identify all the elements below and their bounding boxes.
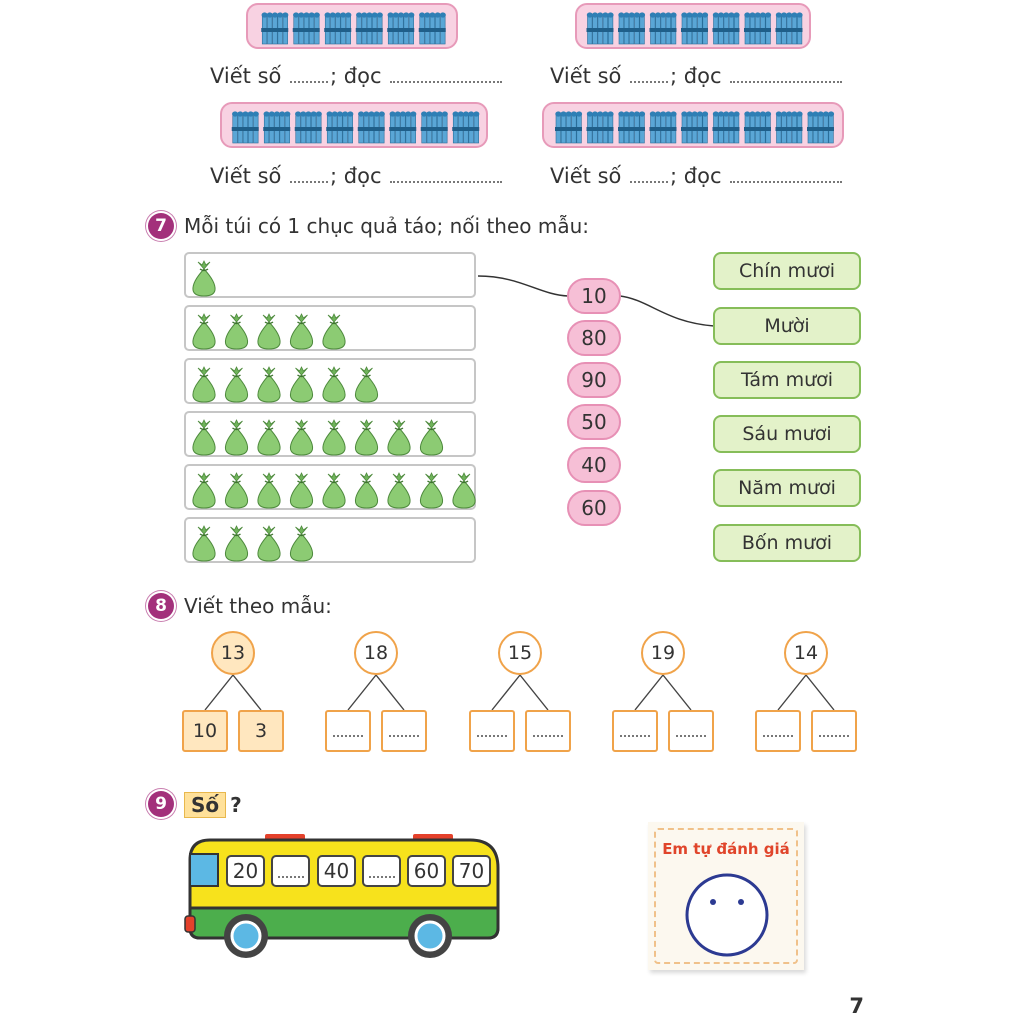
bus-wheel-front-hub: [232, 922, 260, 950]
number-oval-80[interactable]: 80: [567, 320, 621, 356]
read-label: ; đọc: [330, 164, 382, 188]
answer-blank[interactable]: [477, 733, 507, 737]
tree-branch-line: [492, 675, 520, 710]
evaluation-title: Em tự đánh giá: [662, 840, 790, 858]
answer-blank[interactable]: [278, 874, 304, 878]
bus-window-number: 70: [452, 855, 491, 887]
tree-tens-box[interactable]: [755, 710, 801, 752]
number-oval-10[interactable]: 10: [567, 278, 621, 314]
tree-branch-line: [635, 675, 663, 710]
tree-tens-box[interactable]: [469, 710, 515, 752]
number-word-box[interactable]: Sáu mươi: [713, 415, 861, 453]
number-oval-60[interactable]: 60: [567, 490, 621, 526]
answer-blank[interactable]: [676, 733, 706, 737]
self-evaluation-card: [648, 822, 804, 970]
section-9-badge: 9: [148, 791, 174, 817]
answer-blank[interactable]: [533, 733, 563, 737]
number-oval-50[interactable]: 50: [567, 404, 621, 440]
section-7-badge: 7: [148, 213, 174, 239]
bus-wheel-back-hub: [416, 922, 444, 950]
answer-blank[interactable]: [819, 733, 849, 737]
tree-branch-line: [348, 675, 376, 710]
bus-window-number[interactable]: [362, 855, 401, 887]
tree-tens-box[interactable]: [325, 710, 371, 752]
bus-window-number: 60: [407, 855, 446, 887]
read-label: ; đọc: [670, 164, 722, 188]
tree-top-number: 18: [354, 631, 398, 675]
write-label: Viết số: [550, 164, 622, 188]
number-word-box[interactable]: Chín mươi: [713, 252, 861, 290]
bus-window-number[interactable]: [271, 855, 310, 887]
tree-top-number: 14: [784, 631, 828, 675]
section-8-badge: 8: [148, 593, 174, 619]
write-label: Viết số: [210, 164, 282, 188]
tree-branch-line: [376, 675, 404, 710]
bus-window-number: 40: [317, 855, 356, 887]
read-label: ; đọc: [330, 64, 382, 88]
face-icon[interactable]: [684, 872, 770, 958]
bus-headlight: [185, 916, 195, 932]
tree-ones-box[interactable]: [381, 710, 427, 752]
tree-branch-line: [520, 675, 548, 710]
read-label: ; đọc: [670, 64, 722, 88]
tree-tens-box: 10: [182, 710, 228, 752]
tree-branch-line: [233, 675, 261, 710]
tree-branch-line: [806, 675, 834, 710]
number-oval-90[interactable]: 90: [567, 362, 621, 398]
bus-window-number: 20: [226, 855, 265, 887]
bus-illustration: [180, 828, 510, 964]
section-8-title: Viết theo mẫu:: [184, 594, 332, 618]
tree-branch-line: [205, 675, 233, 710]
answer-blank[interactable]: [763, 733, 793, 737]
page-number: 7: [849, 994, 864, 1018]
title-highlight: Số: [184, 792, 226, 818]
number-word-box[interactable]: Năm mươi: [713, 469, 861, 507]
tree-top-number: 13: [211, 631, 255, 675]
number-word-box[interactable]: Mười: [713, 307, 861, 345]
answer-blank[interactable]: [620, 733, 650, 737]
tree-ones-box: 3: [238, 710, 284, 752]
section-7-title: Mỗi túi có 1 chục quả táo; nối theo mẫu:: [184, 214, 590, 238]
tree-ones-box[interactable]: [811, 710, 857, 752]
answer-blank[interactable]: [333, 733, 363, 737]
number-oval-40[interactable]: 40: [567, 447, 621, 483]
tree-branch-line: [778, 675, 806, 710]
tree-ones-box[interactable]: [668, 710, 714, 752]
title-suffix: ?: [230, 793, 242, 817]
number-word-box[interactable]: Bốn mươi: [713, 524, 861, 562]
bus-front-window: [190, 854, 218, 886]
tree-ones-box[interactable]: [525, 710, 571, 752]
tree-tens-box[interactable]: [612, 710, 658, 752]
section-9-title: [184, 792, 242, 818]
write-label: Viết số: [210, 64, 282, 88]
answer-blank[interactable]: [389, 733, 419, 737]
number-word-box[interactable]: Tám mươi: [713, 361, 861, 399]
answer-blank[interactable]: [369, 874, 395, 878]
tree-top-number: 15: [498, 631, 542, 675]
write-label: Viết số: [550, 64, 622, 88]
tree-top-number: 19: [641, 631, 685, 675]
tree-branch-line: [663, 675, 691, 710]
